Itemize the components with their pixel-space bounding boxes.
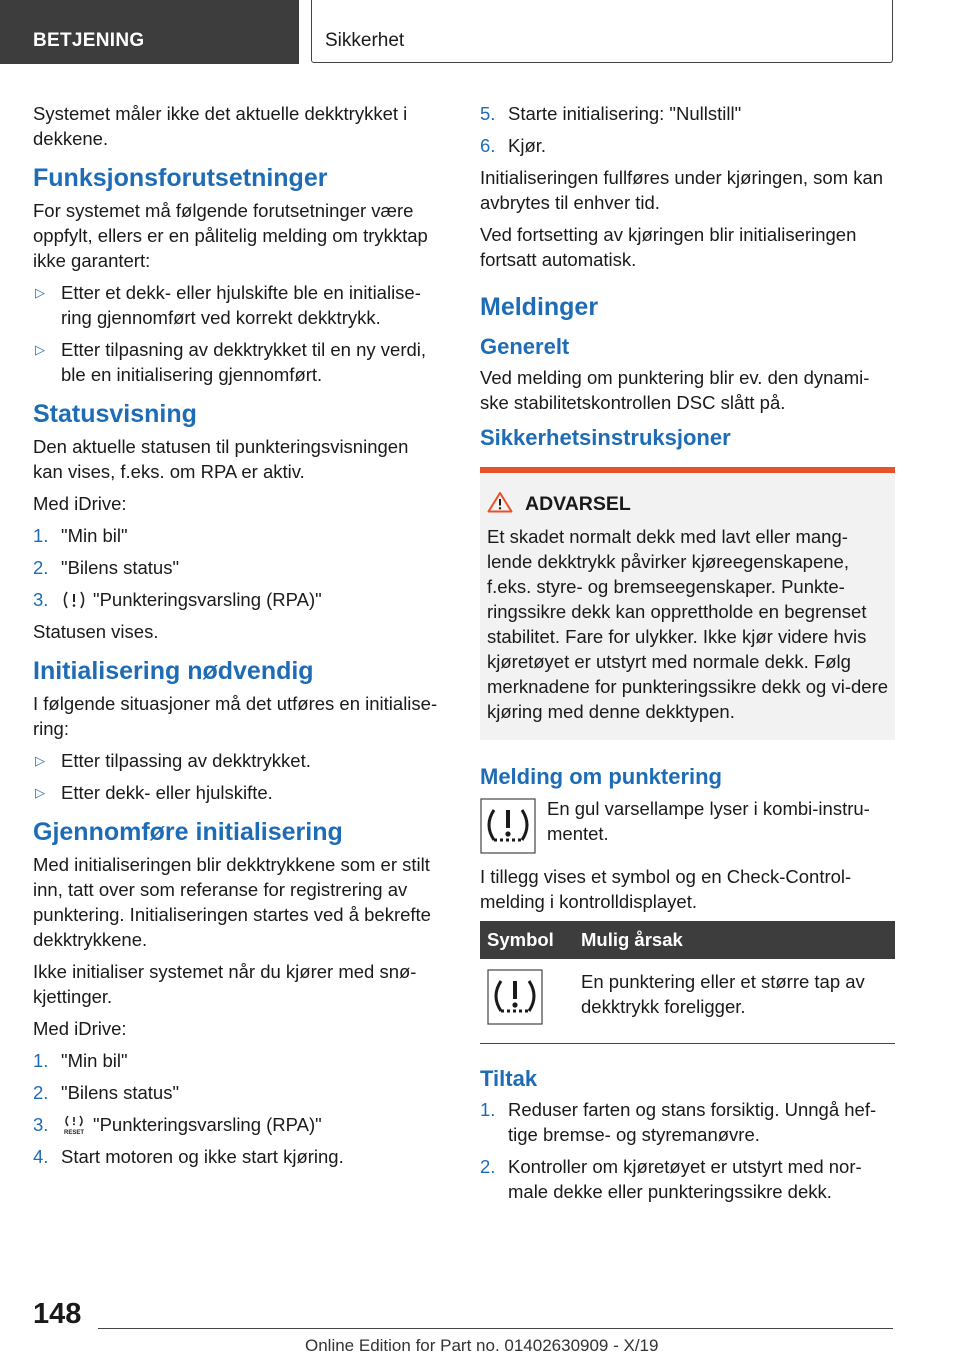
list-item: 1. Reduser farten og stans forsiktig. Unngå hef-tige bremse- og styremanøvre.	[480, 1099, 877, 1145]
triangle-bullet-icon: ▷	[35, 285, 45, 300]
safety-heading: Sikkerhetsinstruksjoner	[480, 425, 731, 450]
page-number: 148	[33, 1298, 82, 1330]
symbol-column-header: Symbol	[480, 921, 574, 959]
preconditions-heading: Funksjonsforutsetninger	[33, 164, 328, 192]
footer-edition: Online Edition for Part no. 01402630909 - X/19	[305, 1336, 659, 1355]
flat-tire-heading: Melding om punktering	[480, 764, 722, 789]
symbol-table	[480, 921, 895, 1044]
right-column	[480, 101, 895, 1211]
general-heading: Generelt	[480, 334, 570, 359]
idrive-label: Med iDrive:	[33, 1018, 127, 1039]
status-heading: Statusvisning	[33, 400, 197, 428]
flat-tire-text-2: I tillegg vises et symbol og en Check-Control-melding i kontrolldisplayet.	[480, 866, 852, 912]
triangle-bullet-icon: ▷	[35, 342, 45, 357]
preconditions-list	[33, 280, 443, 387]
intro-text: Systemet måler ikke det aktuelle dekktrykket i dekkene.	[33, 103, 408, 149]
tire-pressure-icon	[61, 590, 87, 610]
actions-heading: Tiltak	[480, 1066, 538, 1091]
svg-text:RESET: RESET	[63, 1130, 85, 1135]
tire-pressure-warning-icon	[487, 969, 543, 1025]
actions-list	[480, 1097, 895, 1204]
general-text: Ved melding om punktering blir ev. den dynami-ske stabilitetskontrollen DSC slått på.	[480, 367, 870, 413]
cause-cell: En punktering eller et større tap av dekktrykk foreligger.	[574, 959, 895, 1044]
list-item: 3. RESET "Punkteringsvarsling (RPA)"	[33, 1114, 322, 1135]
topic-title: Sikkerhet	[325, 30, 405, 51]
list-item: 1. "Min bil"	[33, 1050, 128, 1071]
warning-title: ADVARSEL	[487, 491, 889, 518]
list-item: 5. Starte initialisering: "Nullstill"	[480, 103, 742, 124]
preconditions-text: For systemet må følgende forutsetninger være oppfylt, ellers er en pålitelig melding om trykktap ikke garantert:	[33, 200, 428, 271]
warning-text: Et skadet normalt dekk med lavt eller mang-lende dekktrykk påvirker kjøreegenskapene, f.eks. styre- og bremseegenskaper. Punkte-ringssikre dekk kan opprettholde en begrenset stabilitet. Fare for ulykker. Ikke kjør videre hvis kjøretøyet er utstyrt med normale dekk. Følg merknadene for punkteringssikre dekk og vi-dere kjøring med denne dekktypen.	[487, 526, 889, 722]
init-needed-text: I følgende situasjoner må det utføres en initialise-ring:	[33, 693, 438, 739]
perform-text-2: Ikke initialiser systemet når du kjører med snø-kjettinger.	[33, 961, 417, 1007]
section-tab	[0, 0, 299, 64]
perform-steps	[33, 1048, 443, 1169]
init-needed-heading: Initialisering nødvendig	[33, 657, 314, 685]
list-item: 2. Kontroller om kjøretøyet er utstyrt med nor-male dekke eller punkteringssikre dekk.	[480, 1156, 862, 1202]
init-needed-list	[33, 748, 443, 805]
list-item: ▷ Etter et dekk- eller hjulskifte ble en initialise-ring gjennomført ved korrekt dekktrykk.	[35, 282, 421, 328]
triangle-bullet-icon: ▷	[35, 785, 45, 800]
messages-heading: Meldinger	[480, 293, 599, 321]
idrive-label: Med iDrive:	[33, 493, 127, 514]
warning-triangle-icon	[487, 491, 513, 513]
footer-divider	[98, 1328, 893, 1329]
warning-box	[480, 467, 895, 740]
section-title: BETJENING	[33, 30, 145, 51]
flat-tire-text: En gul varsellampe lyser i kombi-instru-mentet.	[547, 798, 870, 844]
tire-pressure-reset-icon	[61, 1115, 87, 1135]
perform-heading: Gjennomføre initialisering	[33, 818, 343, 846]
list-item: ▷ Etter dekk- eller hjulskifte.	[35, 782, 273, 803]
status-result: Statusen vises.	[33, 621, 159, 642]
table-header-row	[480, 921, 895, 959]
triangle-bullet-icon: ▷	[35, 753, 45, 768]
flat-tire-message	[480, 796, 895, 854]
completion-text: Initialiseringen fullføres under kjøringen, som kan avbrytes til enhver tid.	[480, 167, 884, 213]
symbol-cell	[480, 959, 574, 1044]
cause-column-header: Mulig årsak	[574, 921, 895, 959]
list-item: 3. "Punkteringsvarsling (RPA)"	[33, 589, 322, 610]
list-item: 2. "Bilens status"	[33, 557, 180, 578]
perform-text-1: Med initialiseringen blir dekktrykkene som er stilt inn, tatt over som referanse for registrering av punktering. Initialiseringen startes ved å bekrefte dekktrykkene.	[33, 854, 431, 950]
list-item: 4. Start motoren og ikke start kjøring.	[33, 1146, 344, 1167]
list-item: 6. Kjør.	[480, 135, 547, 156]
table-row	[480, 959, 895, 1044]
tire-pressure-warning-icon	[480, 798, 536, 854]
topic-tab	[311, 0, 893, 63]
left-column	[33, 101, 443, 1176]
list-item: ▷ Etter tilpassing av dekktrykket.	[35, 750, 311, 771]
status-steps	[33, 523, 443, 612]
list-item: 1. "Min bil"	[33, 525, 128, 546]
list-item: 2. "Bilens status"	[33, 1082, 180, 1103]
status-text: Den aktuelle statusen til punkteringsvisningen kan vises, f.eks. om RPA er aktiv.	[33, 436, 409, 482]
perform-steps-continued	[480, 101, 895, 158]
continuation-text: Ved fortsetting av kjøringen blir initialiseringen fortsatt automatisk.	[480, 224, 857, 270]
list-item: ▷ Etter tilpasning av dekktrykket til en ny verdi, ble en initialisering gjennomført.	[35, 339, 427, 385]
